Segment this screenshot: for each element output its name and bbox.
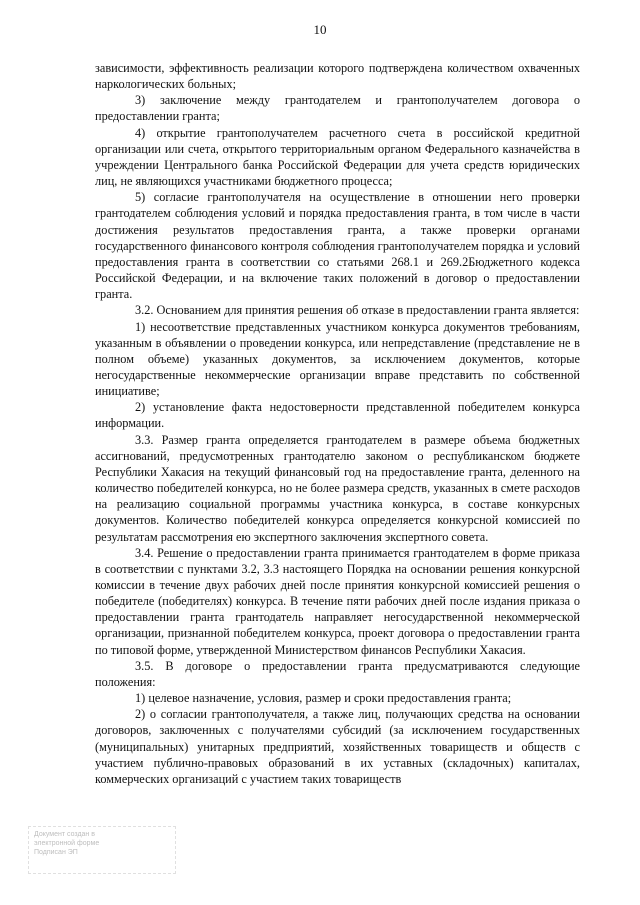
stamp-line: Подписан ЭП bbox=[34, 849, 78, 856]
paragraph-3-2: 3.2. Основанием для принятия решения об отказе в предоставлении гранта является: bbox=[135, 303, 580, 318]
paragraph-3-2-item-1: 1) несоответствие представленных участником конкурса документов требованиям, указанным в объявлении о проведении конкурса, или непредставление (представление не в полном объеме) указанных документов, за исключением документов, которые негосударственные некоммерческие организации вправе представить по собственной инициативе; bbox=[95, 319, 580, 399]
paragraph-item-4: 4) открытие грантополучателем расчетного счета в российской кредитной организации или счета, открытого территориальным органом Федерального казначейства в учреждении Центрального банка Российской Федерации для учета средств юридических лиц, не являющихся участниками бюджетного процесса; bbox=[95, 125, 580, 189]
document-body bbox=[95, 60, 580, 787]
paragraph-3-5-item-2: 2) о согласии грантополучателя, а также лиц, получающих средства на основании договоров, заключенных с получателями субсидий (за исключением государственных (муниципальных) унитарных предприятий, хозяйственных товариществ и обществ с участием публично-правовых образований в их уставных (складочных) капиталах, коммерческих организаций с участием таких товариществ bbox=[95, 707, 580, 786]
paragraph-3-5-item-1: 1) целевое назначение, условия, размер и сроки предоставления гранта; bbox=[135, 691, 512, 706]
stamp-line: Документ создан в bbox=[34, 831, 95, 838]
paragraph-item-5: 5) согласие грантополучателя на осуществление в отношении него проверки грантодателем соблюдения условий и порядка предоставления гранта, в том числе в части достижения результатов предоставления гранта, а также проверки органами государственного финансового контроля соблюдения грантополучателем порядка и условий предоставления гранта в соответствии со статьями 268.1 и 269.2Бюджетного кодекса Российской Федерации, и на включение таких положений в договор о предоставлении гранта. bbox=[95, 190, 580, 302]
paragraph-item-3: 3) заключение между грантодателем и грантополучателем договора о предоставлении гранта; bbox=[95, 93, 580, 124]
page-number: 10 bbox=[313, 22, 327, 37]
stamp-line: электронной форме bbox=[34, 840, 100, 847]
electronic-signature-stamp bbox=[28, 826, 176, 874]
paragraph-continuation: зависимости, эффективность реализации которого подтверждена количеством охваченных наркологических больных; bbox=[95, 61, 580, 92]
paragraph-3-5: 3.5. В договоре о предоставлении гранта предусматриваются следующие положения: bbox=[95, 658, 580, 689]
paragraph-3-2-item-2: 2) установление факта недостоверности представленной победителем конкурса информации. bbox=[95, 400, 580, 431]
paragraph-3-3: 3.3. Размер гранта определяется грантодателем в размере объема бюджетных ассигнований, предусмотренных грантодателю законом о республиканском бюджете Республики Хакасия на текущий финансовый год на предоставление гранта, деленного на количество победителей конкурса, но не более размера средств, указанных в смете расходов на реализацию социальной программы участника конкурса, в составе конкурсных документов. Количество победителей конкурса определяется конкурсной комиссией по результатам рассмотрения ею экспертного заключения экспертного совета. bbox=[95, 432, 580, 544]
paragraph-3-4: 3.4. Решение о предоставлении гранта принимается грантодателем в форме приказа в соответствии с пунктами 3.2, 3.3 настоящего Порядка на основании решения конкурсной комиссии в течение двух рабочих дней после принятия конкурсной комиссией решения о победителе (победителях) конкурса. В течение пяти рабочих дней после издания приказа о предоставлении гранта грантодатель направляет негосударственной некоммерческой организации, признанной победителем конкурса, проект договора о предоставлении гранта по типовой форме, утвержденной Министерством финансов Республики Хакасия. bbox=[95, 545, 580, 657]
